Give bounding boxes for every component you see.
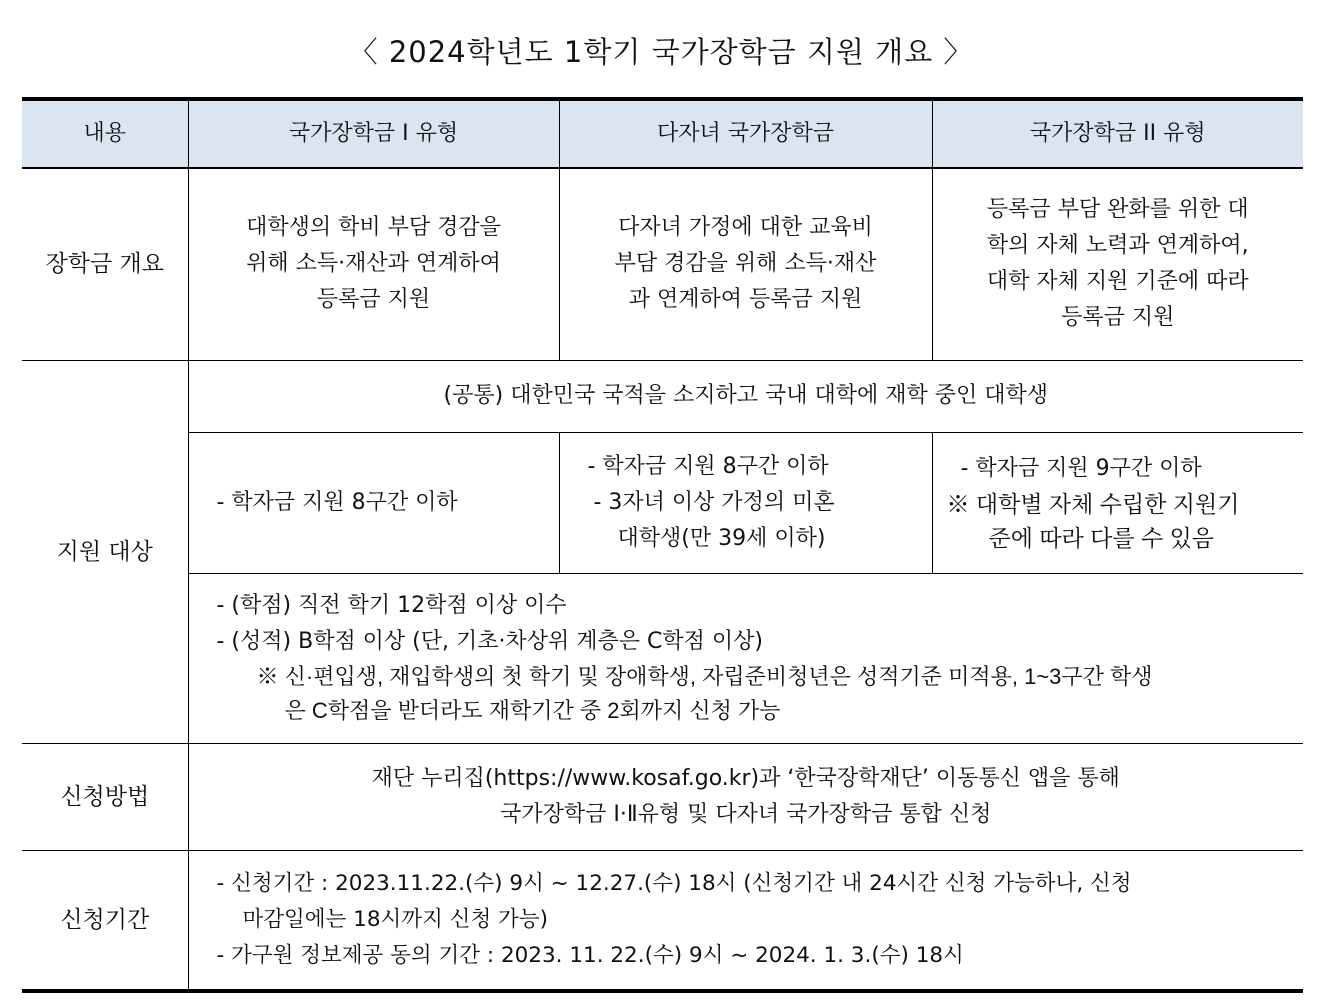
header-type2: 국가장학금 II 유형 bbox=[932, 99, 1303, 168]
overview-row bbox=[22, 168, 1303, 360]
eligibility-multi-line: - 3자녀 이상 가정의 미혼 bbox=[593, 489, 835, 515]
overview-multi-child bbox=[559, 168, 932, 360]
method-line: 재단 누리집(https://www.kosaf.go.kr)과 ‘한국장학재단’ 이동통신 앱을 통해 bbox=[371, 765, 1120, 791]
header-type1: 국가장학금 I 유형 bbox=[188, 99, 559, 168]
period-line-cont: 마감일에는 18시까지 신청 가능) bbox=[242, 906, 548, 932]
overview-type1-line: 등록금 지원 bbox=[316, 287, 431, 313]
period-content bbox=[188, 850, 1303, 991]
method-content bbox=[188, 743, 1303, 850]
period-row bbox=[22, 850, 1303, 991]
method-label: 신청방법 bbox=[22, 743, 188, 850]
grade-requirement: - (학점) 직전 학기 12학점 이상 이수 bbox=[216, 593, 567, 618]
period-label: 신청기간 bbox=[22, 850, 188, 991]
eligibility-multi-line: 대학생(만 39세 이하) bbox=[617, 525, 826, 551]
overview-type2-line: 등록금 지원 bbox=[1061, 305, 1175, 331]
eligibility-multi-child bbox=[559, 432, 932, 573]
period-line: - 신청기간 : 2023.11.22.(수) 9시 ~ 12.27.(수) 18시 (신청기간 내 24시간 신청 가능하나, 신청 bbox=[216, 870, 1132, 896]
eligibility-type2-line: - 학자금 지원 9구간 이하 bbox=[960, 455, 1202, 481]
eligibility-label: 지원 대상 bbox=[22, 360, 188, 743]
overview-type1 bbox=[188, 168, 559, 360]
method-line: 국가장학금 Ⅰ·Ⅱ유형 및 다자녀 국가장학금 통합 신청 bbox=[500, 801, 992, 827]
eligibility-income-row bbox=[22, 432, 1303, 573]
eligibility-common-row bbox=[22, 360, 1303, 432]
eligibility-multi-line: - 학자금 지원 8구간 이하 bbox=[587, 453, 829, 479]
page-title: 〈 2024학년도 1학기 국가장학금 지원 개요 〉 bbox=[348, 35, 974, 69]
overview-type2-line: 대학 자체 지원 기준에 따라 bbox=[986, 269, 1249, 295]
header-content: 내용 bbox=[22, 99, 188, 168]
overview-label: 장학금 개요 bbox=[22, 168, 188, 360]
eligibility-common: (공통) 대한민국 국적을 소지하고 국내 대학에 재학 중인 대학생 bbox=[188, 360, 1303, 432]
overview-type2-line: 등록금 부담 완화를 위한 대 bbox=[986, 197, 1249, 223]
eligibility-grade-row bbox=[22, 573, 1303, 743]
table-header-row bbox=[22, 99, 1303, 168]
overview-type1-line: 대학생의 학비 부담 경감을 bbox=[246, 215, 501, 241]
eligibility-type1: - 학자금 지원 8구간 이하 bbox=[188, 432, 559, 573]
eligibility-grades bbox=[188, 573, 1303, 743]
overview-multi-line: 과 연계하여 등록금 지원 bbox=[628, 287, 863, 313]
overview-type2-line: 학의 자체 노력과 연계하여, bbox=[986, 233, 1249, 259]
method-row bbox=[22, 743, 1303, 850]
overview-multi-line: 부담 경감을 위해 소득·재산 bbox=[614, 251, 877, 277]
overview-type2 bbox=[932, 168, 1303, 360]
header-multi-child: 다자녀 국가장학금 bbox=[559, 99, 932, 168]
period-line: - 가구원 정보제공 동의 기간 : 2023. 11. 22.(수) 9시 ~ 2024. 1. 3.(수) 18시 bbox=[216, 942, 964, 968]
grade-requirement: - (성적) B학점 이상 (단, 기초·차상위 계층은 C학점 이상) bbox=[216, 629, 763, 654]
overview-type1-line: 위해 소득·재산과 연계하여 bbox=[246, 251, 501, 277]
grade-note-cont: 은 C학점을 받더라도 재학기간 중 2회까지 신청 가능 bbox=[284, 698, 781, 723]
eligibility-type2 bbox=[932, 432, 1303, 573]
scholarship-overview-table bbox=[22, 97, 1303, 993]
eligibility-type2-note: ※ 대학별 자체 수립한 지원기 bbox=[946, 490, 1240, 517]
overview-multi-line: 다자녀 가정에 대한 교육비 bbox=[618, 215, 873, 241]
eligibility-type2-note-cont: 준에 따라 다를 수 있음 bbox=[988, 524, 1215, 551]
grade-note: ※ 신·편입생, 재입학생의 첫 학기 및 장애학생, 자립준비청년은 성적기준 미적용, 1~3구간 학생 bbox=[256, 664, 1153, 689]
